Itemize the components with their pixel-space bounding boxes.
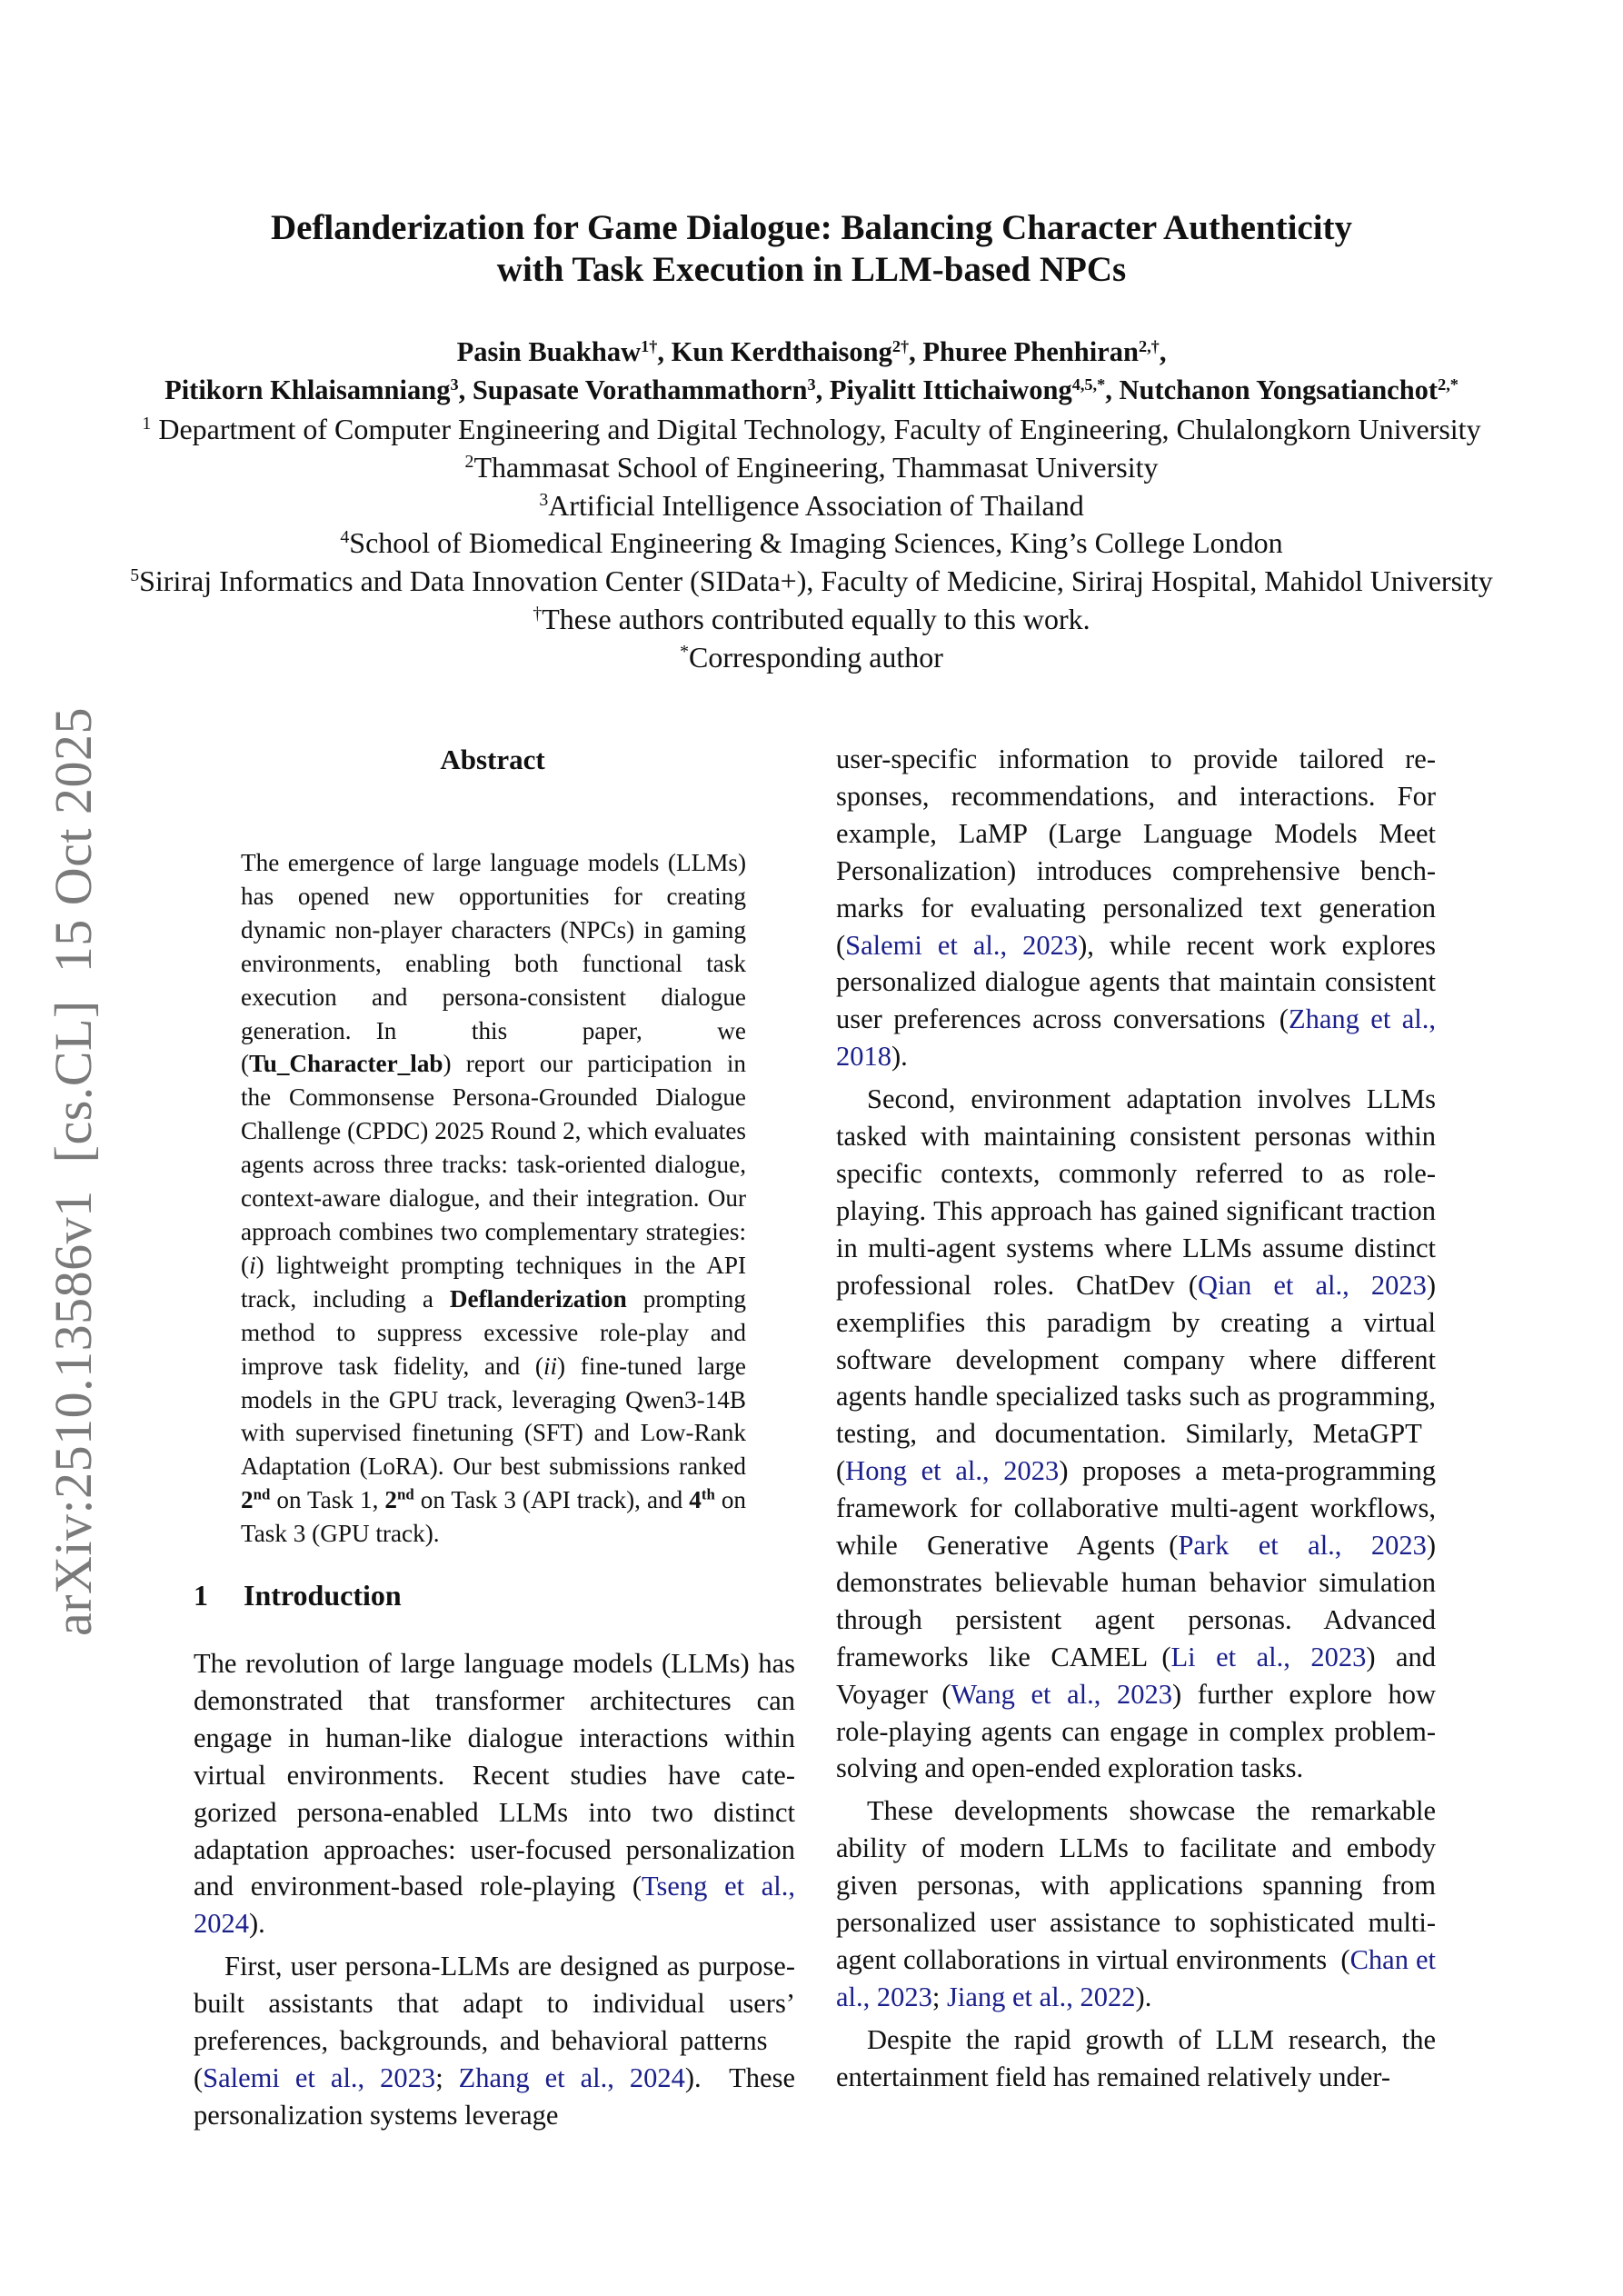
text-run: ) lightweight prompting techniques in the API track, including a [241, 1251, 746, 1313]
text-run: on Task 3 (GPU track). [241, 1486, 747, 1548]
text-run: ) further explore how role-playing agents can engage in complex problem-solving and open-ended exploration tasks. [836, 1678, 1437, 1784]
bold-text: 4 [689, 1486, 702, 1514]
citation-link[interactable]: Li et al., 2023 [1170, 1641, 1367, 1672]
author-affiliation-mark: 3 [807, 374, 816, 394]
author-name: Phuree Phenhiran [922, 336, 1139, 367]
body-paragraph [836, 741, 1436, 1075]
affiliation [0, 524, 1623, 563]
text-run: Despite the rapid growth of LLM research, the entertainment field has remained relatively under- [836, 2023, 1436, 2092]
ordinal-suffix: nd [396, 1485, 414, 1503]
author-affiliation-mark: 2,† [1138, 336, 1160, 355]
left-column-body [194, 1645, 795, 2134]
text-run: ; [435, 2061, 459, 2093]
author-affiliation-mark: 4,5,* [1071, 374, 1106, 394]
text-run: ), while recent work explores personalized dialogue agents that maintain consistent user preferences across conversations ( [836, 929, 1437, 1035]
text-run: ). [249, 1908, 265, 1940]
affiliation-mark: † [533, 604, 543, 624]
citation-link[interactable]: Zhang et al., 2024 [458, 2061, 685, 2093]
affiliation-text: Artificial Intelligence Association of Thailand [548, 488, 1084, 522]
affiliation-mark: 1 [142, 414, 152, 434]
author-name: Piyalitt Ittichaiwong [829, 374, 1072, 405]
affiliation-text: Department of Computer Engineering and Digital Technology, Faculty of Engineering, Chulalongkorn University [151, 413, 1481, 445]
bold-text: 2 [384, 1486, 397, 1514]
text-run: ) demonstrates believable human behavior simulation through persistent agent personas. Advanced frameworks like CAMEL ( [836, 1530, 1437, 1672]
affiliation-text: Corresponding author [688, 640, 943, 674]
citation-link[interactable]: Wang et al., 2023 [951, 1678, 1173, 1710]
bold-text: Tu_Character_lab [249, 1050, 443, 1078]
text-run: ) proposes a meta-programming framework for collaborative multi-agent workflows, while Generative Agents ( [836, 1455, 1436, 1562]
text-run: ). These personalization systems leverage [194, 2061, 795, 2131]
affiliation-text: Thammasat School of Engineering, Thammasat University [473, 450, 1159, 484]
text-run: ). [1135, 1981, 1152, 2012]
text-run: user-specific information to provide tailored responses, recommendations, and interactions. For example, LaMP (Large Language Models Meet Personalization) introduces comprehensive benchmarks for evaluating personalized text generation ( [836, 744, 1436, 961]
affiliation-text: School of Biomedical Engineering & Imaging Sciences, King’s College London [349, 526, 1283, 560]
citation-link[interactable]: Salemi et al., 2023 [845, 929, 1079, 961]
abstract-heading: Abstract [440, 744, 545, 775]
text-run: First, user persona-LLMs are designed as purpose-built assistants that adapt to individual users’ preferences, backgrounds, and behavioral patterns ( [194, 1951, 795, 2093]
body-paragraph [194, 1645, 795, 1942]
author-name: Kun Kerdthaisong [671, 336, 892, 367]
author-affiliation-mark: 2† [891, 336, 910, 355]
citation-link[interactable]: Chan et al., 2023 [836, 1944, 1436, 2012]
text-run: ) exemplifies this paradigm by creating a virtual software development company where different agents handle specialized tasks such as programming, testing, and documentation. Similarly, MetaGPT ( [836, 1269, 1437, 1487]
author-affiliation-mark: 3 [450, 374, 459, 394]
text-run: Second, environment adaptation involves LLMs tasked with maintaining consistent personas within specific contexts, commonly referred to as role-playing. This approach has gained significant traction in multi-agent systems where LLMs assume distinct professional roles. ChatDev ( [836, 1083, 1436, 1301]
arxiv-identifier-stamp: arXiv:2510.13586v1 [cs.CL] 15 Oct 2025 [44, 707, 103, 1636]
author-name: Nutchanon Yongsatianchot [1119, 374, 1439, 405]
section-heading-introduction [194, 1577, 402, 1613]
author-list [0, 333, 1623, 409]
ordinal-suffix: nd [253, 1485, 271, 1503]
italic-text: ii [543, 1352, 558, 1380]
text-run: ). [891, 1041, 908, 1073]
bold-text: 2 [241, 1486, 254, 1514]
affiliation [0, 563, 1623, 601]
body-paragraph [836, 2021, 1436, 2096]
author-line: Pasin Buakhaw$^{1\dagger}$, Kun Kerdthaisong$^{2\dagger}$, Phuree Phenhiran$^{2,\dagger}$, [456, 336, 1167, 367]
author-affiliation-mark: 2,* [1438, 374, 1459, 394]
affiliation-mark: 2 [464, 451, 474, 472]
affiliation [0, 449, 1623, 487]
text-run: The revolution of large language models (LLMs) has demonstrated that transformer architectures can engage in human-like dialogue interactions within virtual environments. Recent studies have categorized persona-enabled LLMs into two distinct adaptation approaches: user-focused personalization and environment-based role-playing ( [194, 1648, 795, 1902]
citation-link[interactable]: Salemi et al., 2023 [203, 2061, 436, 2093]
text-run: These developments showcase the remarkable ability of modern LLMs to facilitate and embody given personas, with applications spanning from personalized user assistance to sophisticated multi-agent collaborations in virtual environments ( [836, 1795, 1436, 1975]
affiliation [0, 411, 1623, 449]
text-run: prompting method to suppress excessive role-play and improve task fidelity, and ( [241, 1284, 746, 1380]
title-line: with Task Execution in LLM-based NPCs [496, 250, 1127, 289]
abstract-paragraph [241, 846, 746, 1551]
affiliation-text: These authors contributed equally to this work. [542, 602, 1090, 635]
section-title: Introduction [244, 1579, 402, 1612]
author-affiliation-mark: 1† [641, 336, 658, 355]
text-run: ) fine-tuned large models in the GPU track, leveraging Qwen3-14B with supervised finetuning (SFT) and Low-Rank Adaptation (LoRA). Our best submissions ranked [241, 1352, 747, 1481]
affiliation-mark: 5 [130, 565, 140, 586]
affiliation [0, 601, 1623, 639]
body-paragraph [836, 1081, 1436, 1787]
citation-link[interactable]: Qian et al., 2023 [1198, 1269, 1427, 1301]
affiliation-list [0, 411, 1623, 677]
author-line: Pitikorn Khlaisamniang$^3$, Supasate Vorathammathorn$^3$, Piyalitt Ittichaiwong$^{4,5,*}$, Nutchanon Yongsatianchot$^{2,*}$ [164, 374, 1459, 405]
affiliation-mark: * [680, 641, 689, 662]
title-line: Deflanderization for Game Dialogue: Balancing Character Authenticity [270, 208, 1353, 247]
affiliation-mark: 3 [539, 489, 549, 510]
citation-link[interactable]: Hong et al., 2023 [845, 1455, 1060, 1487]
affiliation [0, 487, 1623, 525]
body-paragraph [194, 1948, 795, 2134]
affiliation-text: Siriraj Informatics and Data Innovation Center (SIData+), Faculty of Medicine, Siriraj Hospital, Mahidol University [139, 564, 1493, 598]
italic-text: i [249, 1251, 256, 1279]
text-run: ) report our participation in the Commonsense Persona-Grounded Dialogue Challenge (CPDC) 2025 Round 2, which evaluates agents across three tracks: task-oriented dialogue, context-aware dialogue, and their integration. Our approach combines two complementary strategies: ( [241, 1050, 746, 1279]
section-number: 1 [194, 1579, 208, 1612]
affiliation [0, 639, 1623, 677]
affiliation-mark: 4 [340, 527, 350, 548]
text-run: ) and Voyager ( [836, 1641, 1436, 1710]
author-name: Supasate Vorathammathorn [472, 374, 808, 405]
citation-link[interactable]: Tseng et al., 2024 [194, 1871, 795, 1940]
author-name: Pasin Buakhaw [456, 336, 642, 367]
citation-link[interactable]: Zhang et al., 2018 [836, 1003, 1436, 1073]
paper-title [0, 207, 1623, 291]
citation-link[interactable]: Jiang et al., 2022 [947, 1981, 1136, 2012]
text-run: The emergence of large language models (LLMs) has opened new opportunities for creating dynamic non-player characters (NPCs) in gaming environments, enabling both functional task execution and persona-consistent dialogue generation. In this paper, we ( [241, 849, 746, 1078]
text-run: on Task 1, [270, 1486, 385, 1514]
ordinal-suffix: th [701, 1485, 715, 1503]
text-run: on Task 3 (API track), and [413, 1486, 690, 1514]
bold-text: Deflanderization [449, 1284, 627, 1313]
author-name: Pitikorn Khlaisamniang [164, 374, 451, 405]
citation-link[interactable]: Park et al., 2023 [1178, 1530, 1427, 1562]
body-paragraph [836, 1792, 1436, 2015]
abstract-body [241, 846, 746, 1551]
text-run: ; [931, 1981, 947, 2012]
right-column-body [836, 741, 1436, 2096]
